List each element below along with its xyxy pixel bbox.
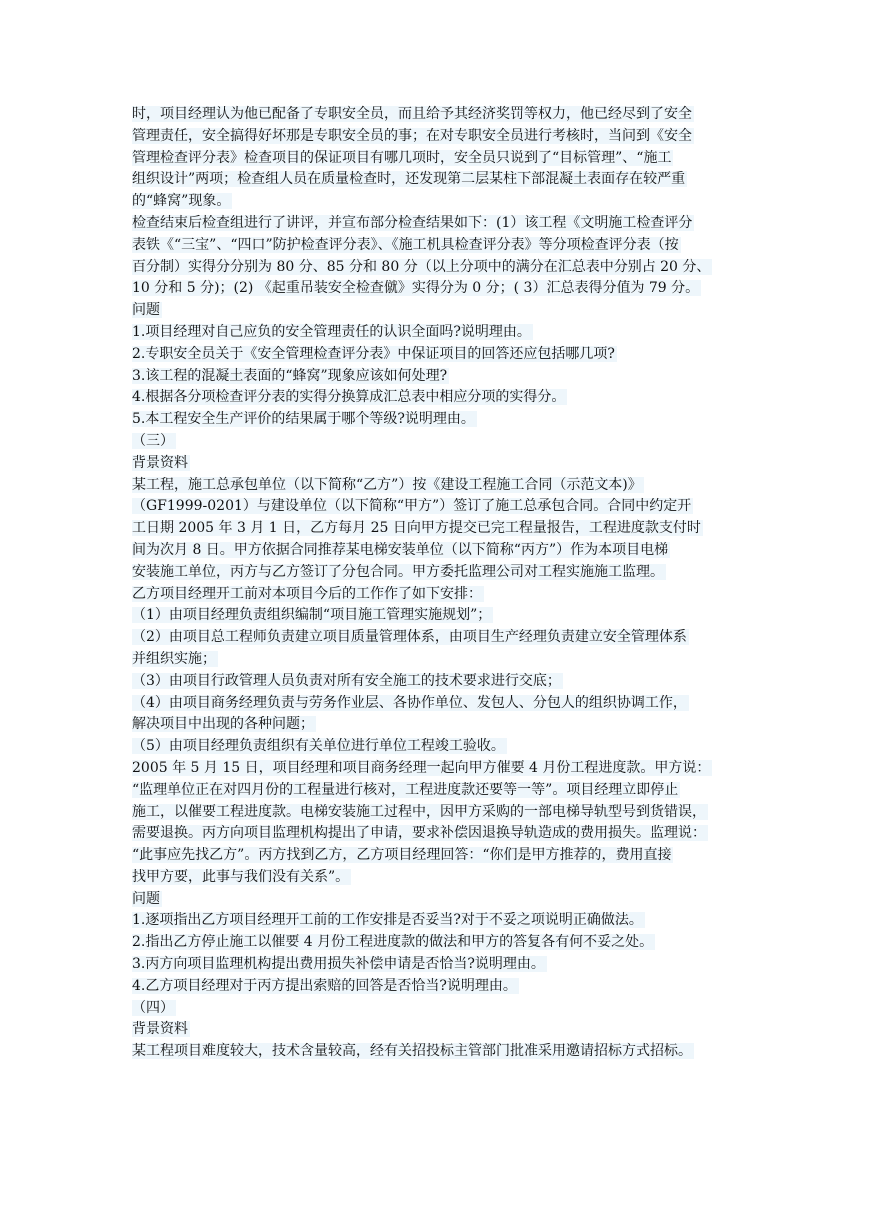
line-text: 检查结束后检查组进行了讲评，并宣布部分检查结果如下：(1）该工程《文明施工检查评分 [132, 214, 693, 231]
line-text: 间为次月 8 日。甲方依据合同推荐某电梯安装单位（以下简称“丙方”）作为本项目电梯 [132, 541, 669, 558]
text-line [132, 1041, 740, 1063]
section-heading [132, 300, 740, 322]
line-text: （5）由项目经理负责组织有关单位进行单位工程竣工验收。 [132, 738, 505, 755]
line-text: （GF1999-0201）与建设单位（以下简称“甲方”）签订了施工总承包合同。合同中约定开 [132, 498, 692, 515]
text-line [132, 235, 740, 257]
text-line [132, 169, 740, 191]
question-item [132, 344, 740, 366]
line-text: （3）由项目行政管理人员负责对所有安全施工的技术要求进行交底； [132, 672, 561, 689]
line-text: （四） [132, 999, 174, 1016]
line-text: 5.本工程安全生产评价的结果属于哪个等级?说明理由。 [132, 411, 475, 428]
question-item [132, 409, 740, 431]
text-line [132, 518, 740, 540]
list-item [132, 671, 740, 693]
list-item [132, 649, 740, 671]
text-line [132, 802, 740, 824]
question-item [132, 976, 740, 998]
line-text: 百分制）实得分分别为 80 分、85 分和 80 分（以上分项中的满分在汇总表中分别占 20 分、 [132, 258, 711, 275]
text-line [132, 823, 740, 845]
line-text: 3.该工程的混凝土表面的“蜂窝”现象应该如何处理? [132, 367, 448, 384]
line-text: 管理检查评分表》检查项目的保证项目有哪几项时，安全员只说到了“目标管理”、“施工 [132, 149, 672, 166]
line-text: 的“蜂窝”现象。 [132, 193, 231, 210]
line-text: 4.根据各分项检查评分表的实得分换算成汇总表中相应分项的实得分。 [132, 389, 566, 406]
line-text: 时，项目经理认为他已配备了专职安全员，而且给予其经济奖罚等权力，他已经尽到了安全 [132, 106, 692, 122]
question-item [132, 366, 740, 388]
section-heading [132, 1019, 740, 1041]
line-text: 1.逐项指出乙方项目经理开工前的工作安排是否妥当?对于不妥之项说明正确做法。 [132, 912, 643, 929]
text-line [132, 148, 740, 170]
text-line [132, 475, 740, 497]
line-text: 问题 [132, 302, 160, 319]
line-text: 某工程，施工总承包单位（以下简称“乙方”）按《建设工程施工合同（示范文本)》 [132, 476, 642, 493]
list-item [132, 714, 740, 736]
line-text: “此事应先找乙方”。丙方找到乙方，乙方项目经理回答：“你们是甲方推荐的，费用直接 [132, 847, 672, 864]
text-line [132, 496, 740, 518]
line-text: （三） [132, 432, 174, 449]
line-text: （2）由项目总工程师负责建立项目质量管理体系，由项目生产经理负责建立安全管理体系 [132, 629, 687, 646]
line-text: 背景资料 [132, 454, 188, 471]
line-text: 2005 年 5 月 15 日，项目经理和项目商务经理一起向甲方催要 4 月份工程进度款。甲方说： [132, 759, 711, 776]
line-text: 找甲方要，此事与我们没有关系”。 [132, 868, 350, 885]
line-text: 并组织实施； [132, 650, 216, 667]
line-text: 乙方项目经理开工前对本项目今后的工作作了如下安排： [132, 585, 482, 602]
list-item [132, 736, 740, 758]
question-item [132, 387, 740, 409]
line-text: 背景资料 [132, 1021, 188, 1038]
section-heading [132, 889, 740, 911]
line-text: 4.乙方项目经理对于丙方提出索赔的回答是否恰当?说明理由。 [132, 977, 517, 994]
line-text: 1.项目经理对自己应负的安全管理责任的认识全面吗?说明理由。 [132, 323, 531, 340]
section-heading [132, 453, 740, 475]
section-number [132, 998, 740, 1020]
list-item [132, 627, 740, 649]
question-item [132, 910, 740, 932]
line-text: 某工程项目难度较大，技术含量较高，经有关招投标主管部门批准采用邀请招标方式招标。 [132, 1043, 692, 1060]
document-page [132, 104, 740, 1063]
text-line [132, 758, 740, 780]
line-text: 工日期 2005 年 3 月 1 日，乙方每月 25 日向甲方提交已完工程量报告，工程进度款支付时 [132, 520, 701, 537]
line-text: 施工，以催要工程进度款。电梯安装施工过程中，因甲方采购的一部电梯导轨型号到货错误， [132, 803, 706, 820]
line-text: 管理责任，安全搞得好坏那是专职安全员的事；在对专职安全员进行考核时，当问到《安全 [132, 127, 692, 144]
text-line [132, 845, 740, 867]
text-line [132, 104, 740, 126]
text-line [132, 257, 740, 279]
list-item [132, 693, 740, 715]
question-item [132, 322, 740, 344]
line-text: 10 分和 5 分)；(2) 《起重吊装安全检查僦》实得分为 0 分；( 3）汇总表得分值为 79 分。 [132, 280, 700, 297]
line-text: （1）由项目经理负责组织编制“项目施工管理实施规划”； [132, 607, 492, 624]
text-line [132, 126, 740, 148]
question-item [132, 932, 740, 954]
text-line [132, 540, 740, 562]
text-line [132, 278, 740, 300]
line-text: 问题 [132, 890, 160, 907]
text-line [132, 191, 740, 213]
line-text: 2.指出乙方停止施工以催要 4 月份工程进度款的做法和甲方的答复各有何不妥之处。 [132, 934, 654, 951]
line-text: “监理单位正在对四月份的工程量进行核对，工程进度款还要等一等”。项目经理立即停止 [132, 781, 679, 798]
line-text: 表铁《“三宝”、“四口”防护检查评分表》、《施工机具检查评分表》等分项检查评分表（按 [132, 236, 679, 253]
question-item [132, 954, 740, 976]
text-line [132, 780, 740, 802]
list-item [132, 605, 740, 627]
text-line [132, 213, 740, 235]
line-text: 需要退换。丙方向项目监理机构提出了申请，要求补偿因退换导轨造成的费用损失。监理说： [132, 825, 706, 842]
line-text: 2.专职安全员关于《安全管理检查评分表》中保证项目的回答还应包括哪几项? [132, 345, 615, 362]
text-line [132, 867, 740, 889]
line-text: 解决项目中出现的各种问题； [132, 716, 314, 733]
line-text: 3.丙方向项目监理机构提出费用损失补偿申请是否恰当?说明理由。 [132, 956, 545, 973]
text-line [132, 562, 740, 584]
line-text: 安装施工单位，丙方与乙方签订了分包合同。甲方委托监理公司对工程实施施工监理。 [132, 563, 664, 580]
text-line [132, 584, 740, 606]
line-text: 组织设计”两项；检查组人员在质量检查时，还发现第二层某柱下部混凝土表面存在较严重 [132, 171, 686, 188]
line-text: （4）由项目商务经理负责与劳务作业层、各协作单位、发包人、分包人的组织协调工作， [132, 694, 687, 711]
section-number [132, 431, 740, 453]
